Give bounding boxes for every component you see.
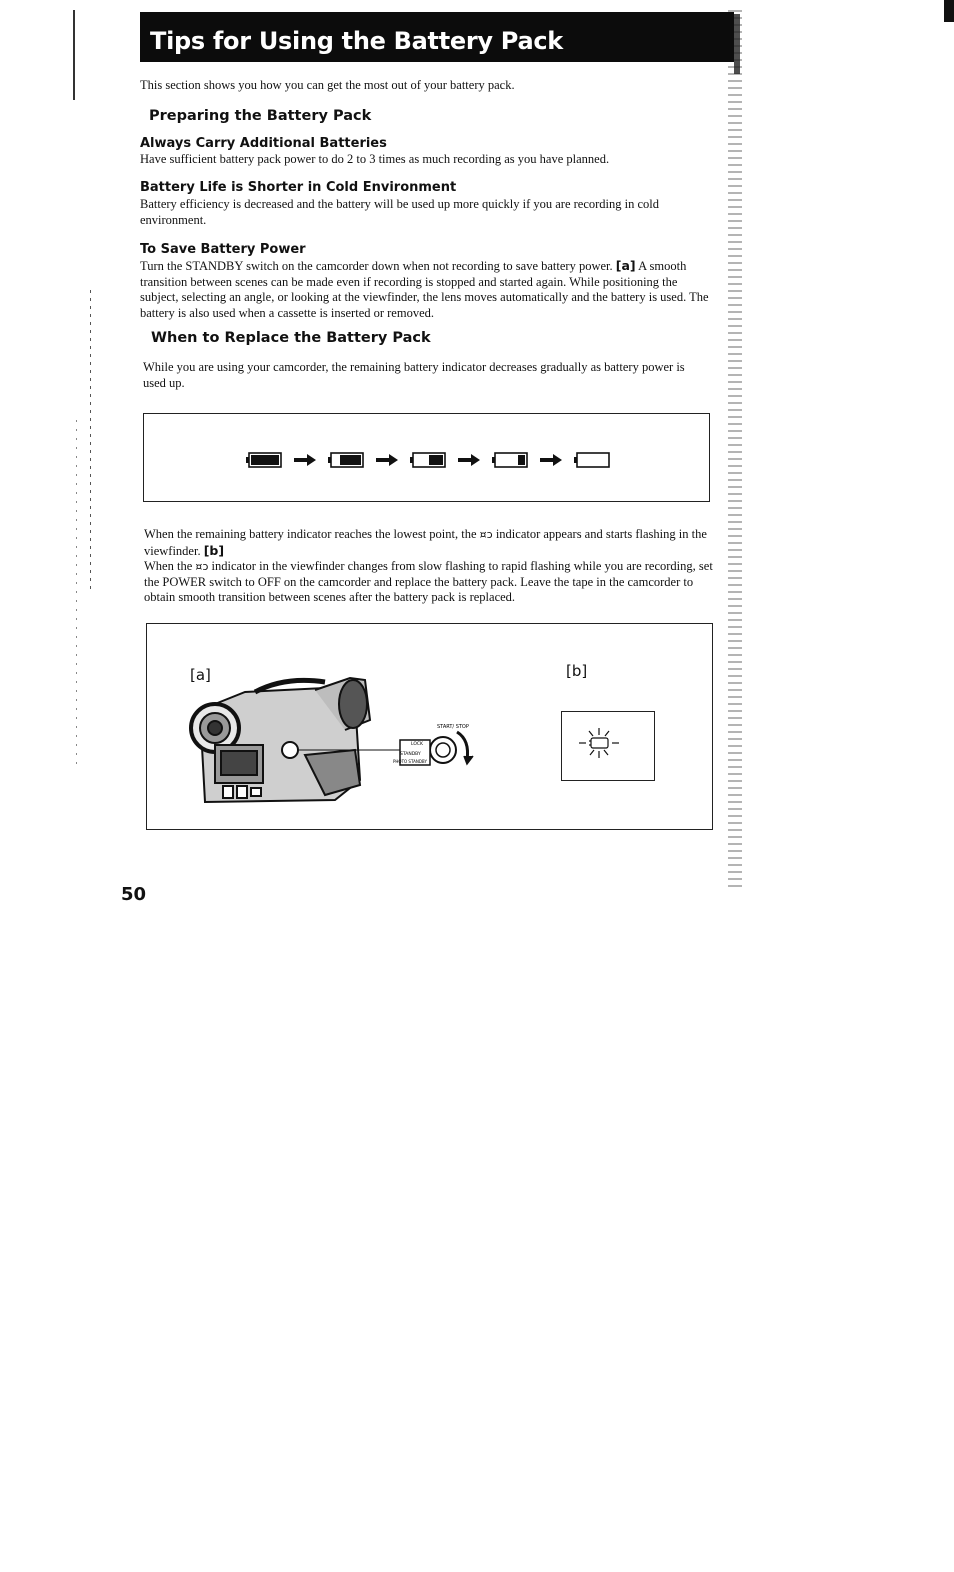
page-title: Tips for Using the Battery Pack — [150, 27, 563, 55]
title-bar — [140, 12, 734, 62]
switch-label-start-stop: START/ STOP — [437, 724, 469, 730]
arrow-right-icon — [293, 453, 317, 467]
save-power-text — [140, 258, 710, 321]
arrow-right-icon — [539, 453, 563, 467]
battery-warning-icon-2: ¤ɔ — [195, 560, 209, 573]
flashing-battery-icon — [576, 726, 622, 760]
figure-ref-b: [b] — [203, 542, 225, 558]
battery-level-icon — [491, 451, 529, 469]
figure-label-b: [b] — [566, 662, 588, 680]
switch-label-lock: LOCK — [411, 742, 423, 747]
battery-level-icon — [327, 451, 365, 469]
scan-corner-mark — [944, 0, 954, 22]
figure-ref-a: [a] — [615, 258, 636, 273]
replace-p1-end: indicator appears and starts flashing in the viewfinder. — [144, 527, 707, 558]
scan-edge-left-dotted — [90, 290, 91, 590]
battery-level-icon — [245, 451, 283, 469]
switch-label-photo-standby: PHOTO STANDBY — [393, 759, 427, 764]
save-power-line1: Turn the STANDBY switch on the camcorder down when not recording to save battery power. — [140, 259, 613, 273]
arrow-right-icon — [375, 453, 399, 467]
replace-paragraph-1 — [144, 527, 712, 559]
replace-intro-text: While you are using your camcorder, the remaining battery indicator decreases gradually as battery power is used up. — [143, 360, 685, 390]
save-power-rest: A smooth transition between scenes can be made even if recording is stopped and started again. While positioning the subject, selecting an angle, or looking at the viewfinder, the lens moves automatically and the battery is used. The battery is also used when a cassette is inserted or removed. — [140, 259, 709, 320]
battery-level-icon — [573, 451, 611, 469]
scan-edge-mark — [734, 14, 740, 74]
section-heading-replace: When to Replace the Battery Pack — [151, 330, 431, 346]
figure-label-a: [a] — [190, 666, 211, 684]
switch-label-standby: STANDBY — [400, 752, 421, 757]
arrow-right-icon — [457, 453, 481, 467]
battery-indicator-sequence — [245, 451, 611, 469]
replace-p1-start: When the remaining battery indicator reaches the lowest point, the — [144, 527, 477, 541]
subheading-save-power: To Save Battery Power — [140, 242, 306, 257]
intro-text: This section shows you how you can get the most out of your battery pack. — [140, 78, 515, 92]
carry-batteries-text: Have sufficient battery pack power to do 2 to 3 times as much recording as you have planned. — [140, 152, 610, 166]
camcorder-illustration — [185, 670, 485, 815]
subheading-carry-batteries: Always Carry Additional Batteries — [140, 136, 387, 151]
page-number: 50 — [121, 884, 147, 905]
battery-warning-icon: ¤ɔ — [479, 528, 493, 541]
scan-edge-left-dotted-2 — [76, 420, 77, 770]
section-heading-preparing: Preparing the Battery Pack — [149, 108, 372, 124]
replace-p2-start: When the — [144, 559, 193, 573]
subheading-cold-environment: Battery Life is Shorter in Cold Environment — [140, 180, 457, 195]
scan-edge-right — [728, 10, 742, 890]
replace-p2-end: indicator in the viewfinder changes from slow flashing to rapid flashing while you are recording, set the POWER switch to OFF on the camcorder and replace the battery pack. Leave the tape in the camcorder to obtain smooth transition between scenes after the battery pack is replaced. — [144, 559, 713, 604]
cold-environment-text: Battery efficiency is decreased and the battery will be used up more quickly if you are recording in cold environment. — [140, 197, 660, 227]
scan-edge-left — [73, 10, 75, 100]
battery-level-icon — [409, 451, 447, 469]
replace-paragraph-2 — [144, 559, 714, 606]
